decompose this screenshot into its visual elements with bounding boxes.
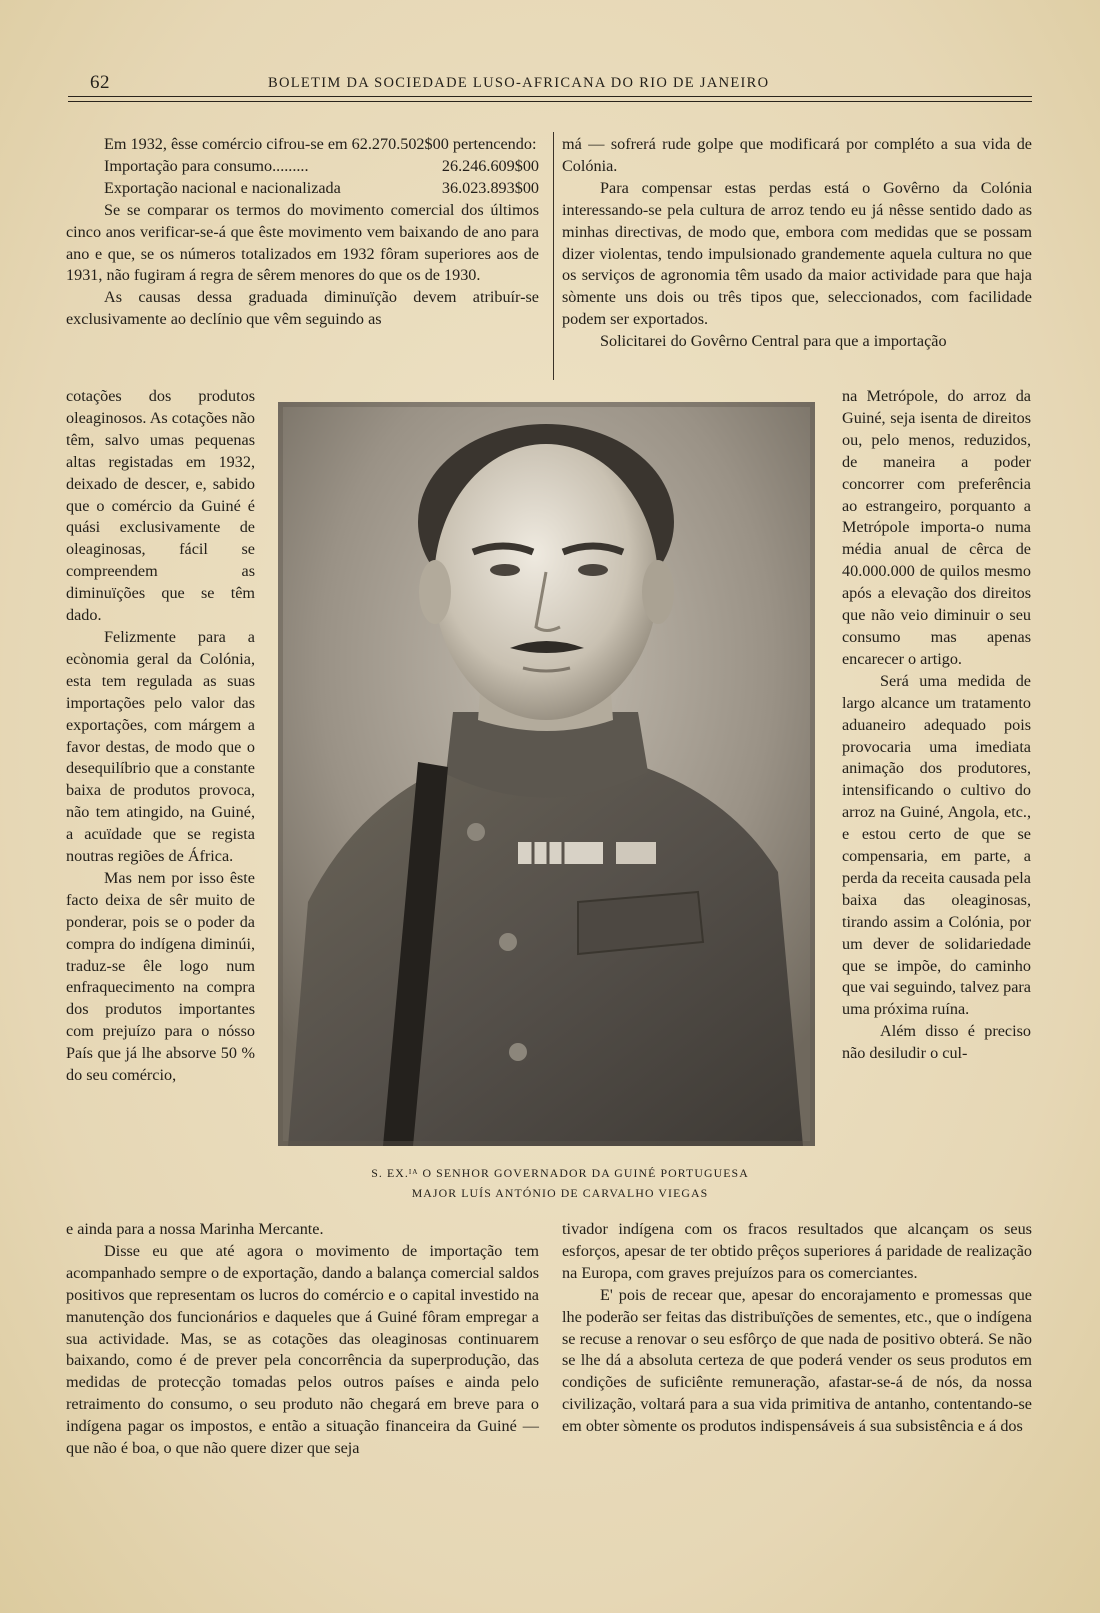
ledger-label: Importação para consumo......... xyxy=(104,156,309,175)
paragraph: tivador indígena com os fracos resultados que alcançam os seus esforços, apesar de ter obtido prêços superiores á paridade de realização na Europa, com graves prejuízos para os comerciantes. xyxy=(562,1220,1032,1282)
bottom-left-column xyxy=(66,1219,539,1460)
ledger-value: 36.023.893$00 xyxy=(441,178,539,197)
governor-portrait xyxy=(278,402,815,1146)
left-narrow-column xyxy=(66,386,255,1087)
header-rule-bottom xyxy=(68,101,1032,102)
paragraph: Se se comparar os termos do movimento comercial dos últimos cinco anos verificar-se-á que êste movimento vem baixando de ano para ano e que, se os números totalizados em 1932 fôram superiores aos de 1931, não fugiram á regra de sêrem menores do que os de 1930. xyxy=(66,200,539,285)
portrait-caption xyxy=(300,1163,820,1203)
right-narrow-column xyxy=(842,386,1031,1065)
top-left-column xyxy=(66,134,539,331)
ledger-row xyxy=(66,156,539,178)
column-separator xyxy=(553,132,554,380)
paragraph: Disse eu que até agora o movimento de importação tem acompanhado sempre o de exportação, dando a balança comercial saldos positivos que representam os lucros do comércio e o capital investido na manutenção dos funcionários e daqueles que á Guiné fôram empregar a sua actividade. Mas, se as cotações das oleaginosas continuarem baixando, como é de prever pela concorrência da superprodução, das medidas de protecção tomadas pelos outros países e ainda pelo retraimento do consumo, o seu produto não chegará em breve para o indígena pagar os impostos, e então a situação financeira da Guiné — que não é boa, o que não quere dizer que seja xyxy=(66,1241,539,1458)
paragraph: na Metrópole, do arroz da Guiné, seja isenta de direitos ou, pelo menos, reduzidos, de maneira a poder concorrer com preferência ao estrangeiro, porquanto a Metrópole importa-o numa média anual de cêrca de 40.000.000 de quilos mesmo após a elevação dos direitos que não veio diminuir o seu consumo mas apenas encarecer o artigo. xyxy=(842,387,1031,668)
portrait-image xyxy=(278,402,815,1146)
paragraph: Solicitarei do Govêrno Central para que a importação xyxy=(600,332,947,351)
paragraph: e ainda para a nossa Marinha Mercante. xyxy=(66,1220,324,1238)
bottom-right-column xyxy=(562,1219,1032,1438)
paragraph: Felizmente para a ecònomia geral da Colónia, esta tem regulada as suas importações pelo valor das exportações, com márgem a favor destas, de modo que o desequilíbrio que a constante baixa de produtos provoca, não tem atingido, na Guiné, a acuïdade que se regista noutras regiões de África. xyxy=(66,627,255,866)
paragraph: E' pois de recear que, apesar do encorajamento e promessas que lhe poderão ser feitas das distribuïções de sementes, etc., que o indígena se recuse a renovar o seu esfôrço de que nada de positivo obterá. Se não se lhe dá a absoluta certeza de que poderá vender os seus produtos em condições de suficiênte remuneração, afastar-se-á de nós, da nossa civilização, voltará para a sua vida primitiva de antanho, contentando-se em obter sòmente os produtos indispensáveis á sua subsistência e á dos xyxy=(562,1285,1032,1436)
paragraph: Para compensar estas perdas está o Govêrno da Colónia interessando-se pela cultura de arroz tendo eu já nêsse sentido dado as minhas directivas, de modo que, embora com medidas que se possam dizer violentas, tendo impulsionado grandemente aquela cultura no que os serviços de agronomia têm usado da maior actividade para que haja sòmente uns dois ou três tipos que, seleccionados, com facilidade podem ser exportados. xyxy=(562,178,1032,329)
top-right-column xyxy=(562,134,1032,353)
paragraph: As causas dessa graduada diminuïção devem atribuír-se exclusivamente ao declínio que vêm seguindo as xyxy=(66,288,539,329)
running-title: BOLETIM DA SOCIEDADE LUSO-AFRICANA DO RIO DE JANEIRO xyxy=(268,75,770,91)
paragraph: cotações dos produtos oleaginosos. As cotações não têm, salvo umas pequenas altas registadas em 1932, deixado de descer, e, sabido que o comércio da Guiné é quási exclusivamente de oleaginosas, fácil se compreendem as diminuïções que se têm dado. xyxy=(66,387,255,625)
ledger-row xyxy=(66,178,539,200)
ledger-value: 26.246.609$00 xyxy=(441,156,539,175)
paragraph: Mas nem por isso êste facto deixa de sêr muito de ponderar, pois se o poder da compra do indígena diminúi, traduz-se êle logo num enfraquecimento na compra dos produtos importantes com prejuízo para o nósso País que já lhe absorve 50 % do seu comércio, xyxy=(66,868,255,1085)
paragraph: Será uma medida de largo alcance um tratamento aduaneiro adequado pois provocaria uma imediata animação dos produtores, intensificando o cultivo do arroz na Guiné, Angola, etc., e estou certo de que se compensaria, em parte, a perda da receita causada pela baixa das oleaginosas, tirando assim a Colónia, por um dever de solidariedade que se impõe, do caminho que vai seguindo, talvez para uma próxima ruína. xyxy=(842,671,1031,1019)
trade-ledger xyxy=(66,156,539,200)
page-number: 62 xyxy=(90,72,110,93)
header-rule-top xyxy=(68,96,1032,97)
page-header xyxy=(68,72,1032,94)
caption-line: S. EX.ᴵᴬ O SENHOR GOVERNADOR DA GUINÉ PORTUGUESA xyxy=(371,1166,749,1180)
paragraph: Além disso é preciso não desiludir o cul- xyxy=(842,1022,1031,1063)
paragraph: má — sofrerá rude golpe que modificará por compléto a sua vida de Colónia. xyxy=(562,135,1032,175)
ledger-label: Exportação nacional e nacionalizada xyxy=(104,178,341,197)
caption-line: MAJOR LUÍS ANTÓNIO DE CARVALHO VIEGAS xyxy=(411,1186,709,1200)
paragraph: Em 1932, êsse comércio cifrou-se em 62.270.502$00 pertencendo: xyxy=(104,135,537,153)
